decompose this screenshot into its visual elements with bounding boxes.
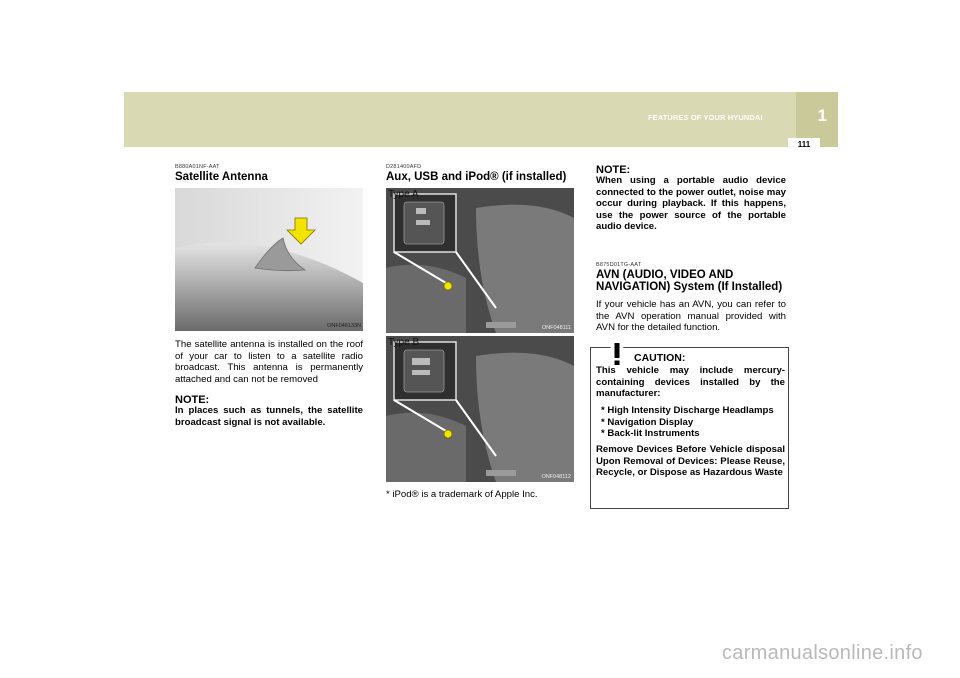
chapter-number: 1 bbox=[817, 106, 827, 125]
note-label: NOTE: bbox=[596, 164, 631, 176]
section-heading: Satellite Antenna bbox=[175, 171, 268, 183]
section-title: FEATURES OF YOUR HYUNDAI bbox=[648, 113, 763, 122]
avn-description: If your vehicle has an AVN, you can refer to the AVN operation manual provided with AVN for the detailed function. bbox=[596, 299, 786, 333]
console-illustration bbox=[386, 188, 574, 333]
section-code: B875D01TG-AAT bbox=[596, 262, 642, 268]
section-code: B880A01NF-AAT bbox=[175, 164, 220, 170]
section-heading: Aux, USB and iPod® (if installed) bbox=[386, 171, 567, 183]
ipod-trademark-note: * iPod® is a trademark of Apple Inc. bbox=[386, 489, 538, 500]
caution-list bbox=[601, 405, 786, 440]
aux-usb-type-b-photo bbox=[386, 336, 574, 482]
list-item: * Back-lit Instruments bbox=[601, 428, 700, 439]
note-label: NOTE: bbox=[175, 394, 210, 406]
note-body: In places such as tunnels, the satellite broadcast signal is not available. bbox=[175, 405, 363, 428]
car-roof-illustration bbox=[175, 188, 363, 331]
type-a-label: Type A bbox=[388, 189, 419, 200]
image-id: ONF048112 bbox=[541, 474, 571, 480]
watermark: carmanualsonline.info bbox=[722, 642, 923, 664]
page-number: 111 bbox=[797, 140, 811, 149]
console-illustration bbox=[386, 336, 574, 482]
caution-intro: This vehicle may include mercury-containing devices installed by the manufacturer: bbox=[596, 365, 785, 399]
note-body: When using a portable audio device connected to the power outlet, noise may occur during playback. If this happens, use the power source of the portable audio device. bbox=[596, 175, 786, 232]
antenna-description: The satellite antenna is installed on the roof of your car to listen to a satellite radio broadcast. This antenna is permanently attached and can not be removed bbox=[175, 339, 363, 385]
list-item: * Navigation Display bbox=[601, 416, 694, 428]
section-code: D281400AFD bbox=[386, 164, 422, 170]
warning-triangle-icon bbox=[600, 339, 634, 367]
section-heading: AVN (AUDIO, VIDEO AND NAVIGATION) System (If Installed) bbox=[596, 269, 783, 293]
image-id: ONF048133N bbox=[327, 323, 361, 329]
aux-usb-type-a-photo bbox=[386, 188, 574, 333]
satellite-antenna-photo bbox=[175, 188, 363, 331]
caution-title: CAUTION: bbox=[634, 352, 686, 364]
list-item: * High Intensity Discharge Headlamps bbox=[601, 405, 774, 416]
type-b-label: Type B bbox=[388, 337, 420, 348]
caution-closing: Remove Devices Before Vehicle disposal Upon Removal of Devices: Please Reuse, Recycle, or Dispose as Hazardous Waste bbox=[596, 444, 785, 478]
image-id: ONF048111 bbox=[541, 325, 571, 331]
